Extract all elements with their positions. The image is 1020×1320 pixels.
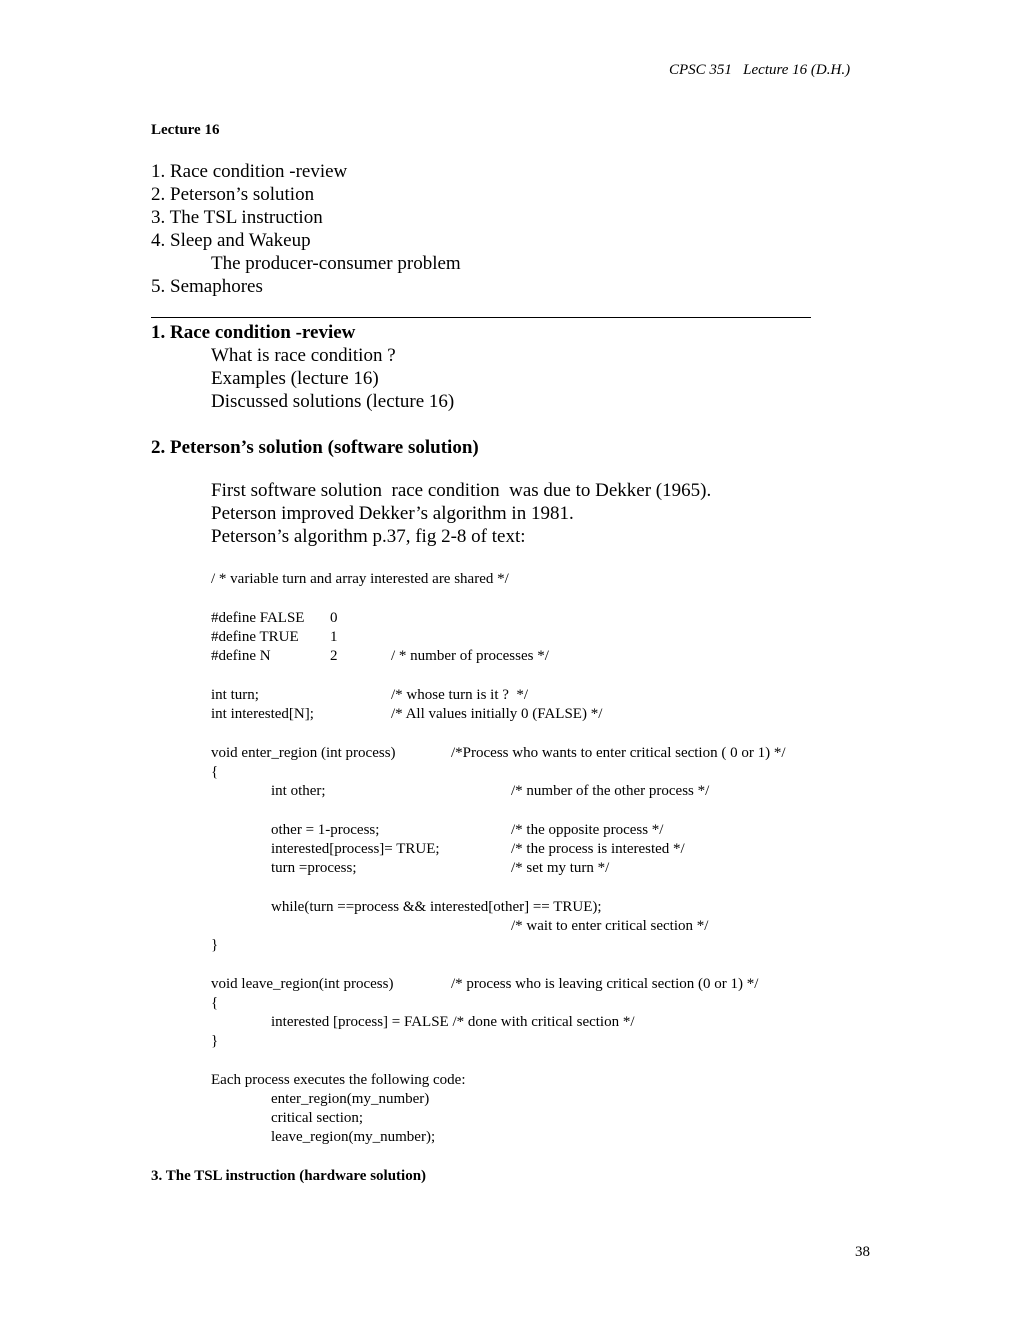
section3-heading: 3. The TSL instruction (hardware solution)	[151, 1168, 427, 1184]
code-comment: /* the opposite process */	[511, 822, 664, 838]
code-line: other = 1-process;	[271, 822, 380, 838]
open-brace: {	[211, 995, 219, 1011]
exec-intro: Each process executes the following code:	[211, 1072, 466, 1088]
outline-subitem: The producer-consumer problem	[211, 253, 461, 274]
code-comment: /* whose turn is it ? */	[391, 687, 529, 703]
code-comment: /* set my turn */	[511, 860, 610, 876]
section2-paragraph-line: First software solution race condition was due to Dekker (1965).	[211, 480, 712, 501]
code-line: int turn;	[211, 687, 259, 703]
outline-item: 2. Peterson’s solution	[151, 184, 315, 205]
code-comment: / * number of processes */	[391, 648, 549, 664]
section1-item: Examples (lecture 16)	[211, 368, 379, 389]
code-line: interested[process]= TRUE;	[271, 841, 440, 857]
page-number: 38	[855, 1244, 870, 1260]
outline-item: 4. Sleep and Wakeup	[151, 230, 311, 251]
define-value: 0	[330, 610, 338, 626]
section1-item: What is race condition ?	[211, 345, 396, 366]
code-line: int other;	[271, 783, 326, 799]
lecture-label: Lecture 16	[151, 122, 220, 138]
section2-paragraph-line: Peterson’s algorithm p.37, fig 2-8 of text:	[211, 526, 526, 547]
while-line: while(turn ==process && interested[other] == TRUE);	[271, 899, 602, 915]
outline-item: 3. The TSL instruction	[151, 207, 323, 228]
code-line: enter_region(my_number)	[271, 1091, 430, 1107]
section2-paragraph-line: Peterson improved Dekker’s algorithm in 1981.	[211, 503, 574, 524]
code-comment: /* the process is interested */	[511, 841, 685, 857]
outline-item: 5. Semaphores	[151, 276, 263, 297]
code-line: turn =process;	[271, 860, 357, 876]
code-comment: / * variable turn and array interested are shared */	[211, 571, 509, 587]
close-brace: }	[211, 937, 219, 953]
define-name: #define TRUE	[211, 629, 299, 645]
close-brace: }	[211, 1033, 219, 1049]
code-comment: /* All values initially 0 (FALSE) */	[391, 706, 603, 722]
leave-region-signature: void leave_region(int process)	[211, 976, 394, 992]
code-comment: /* wait to enter critical section */	[511, 918, 709, 934]
running-header: CPSC 351 Lecture 16 (D.H.)	[669, 62, 851, 78]
open-brace: {	[211, 764, 219, 780]
code-line: int interested[N];	[211, 706, 314, 722]
define-name: #define FALSE	[211, 610, 305, 626]
code-comment: /* number of the other process */	[511, 783, 710, 799]
define-name: #define N	[211, 648, 271, 664]
divider-rule	[151, 317, 811, 318]
code-comment: /*Process who wants to enter critical section ( 0 or 1) */	[451, 745, 786, 761]
code-line: critical section;	[271, 1110, 364, 1126]
section1-heading: 1. Race condition -review	[151, 322, 356, 343]
code-line: interested [process] = FALSE /* done with critical section */	[271, 1014, 635, 1030]
code-comment: /* process who is leaving critical section (0 or 1) */	[451, 976, 759, 992]
enter-region-signature: void enter_region (int process)	[211, 745, 396, 761]
section2-heading: 2. Peterson’s solution (software solution)	[151, 437, 479, 458]
define-value: 2	[330, 648, 338, 664]
define-value: 1	[330, 629, 338, 645]
section1-item: Discussed solutions (lecture 16)	[211, 391, 455, 412]
outline-item: 1. Race condition -review	[151, 161, 348, 182]
code-line: leave_region(my_number);	[271, 1129, 436, 1145]
